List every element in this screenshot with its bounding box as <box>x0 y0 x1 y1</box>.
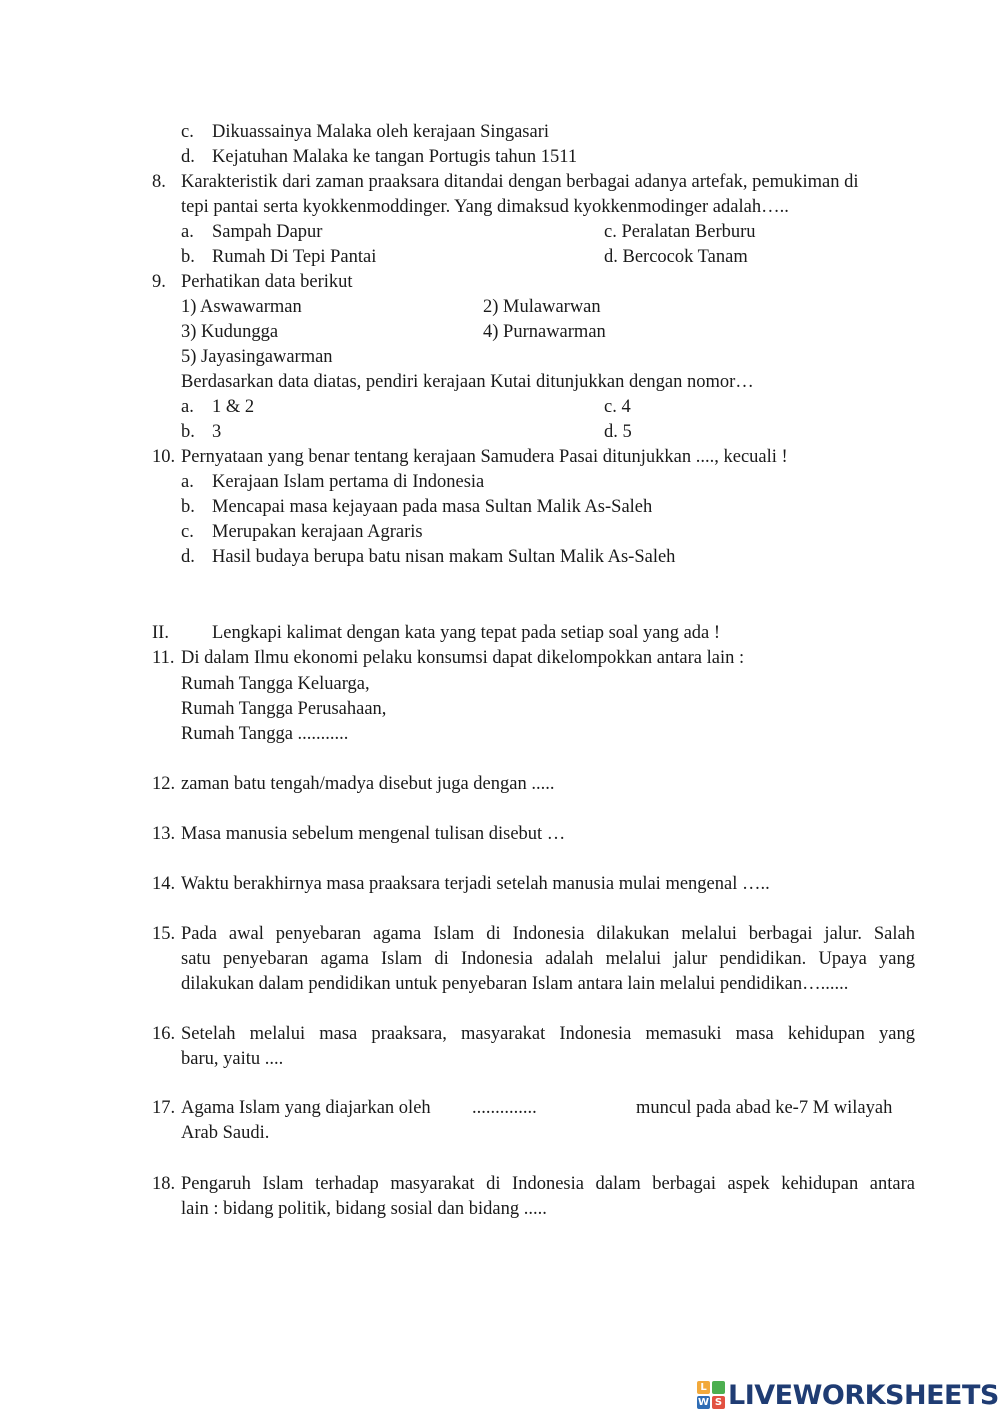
q8-question-line2: tepi pantai serta kyokkenmoddinger. Yang dimaksud kyokkenmodinger adalah….. <box>181 197 789 217</box>
q11-number: 11. <box>152 648 175 668</box>
q17-number: 17. <box>152 1098 176 1118</box>
logo-letter-s: S <box>712 1396 725 1409</box>
q10-option-a-letter: a. <box>181 472 194 492</box>
q10-option-c: Merupakan kerajaan Agraris <box>212 522 423 542</box>
q7-option-c-letter: c. <box>181 122 194 142</box>
q7-option-d: Kejatuhan Malaka ke tangan Portugis tahun 1511 <box>212 147 578 167</box>
q9-data-item-2: 2) Mulawarwan <box>483 297 601 317</box>
q11-question: Di dalam Ilmu ekonomi pelaku konsumsi dapat dikelompokkan antara lain : <box>181 648 745 668</box>
q9-question: Berdasarkan data diatas, pendiri kerajaan Kutai ditunjukkan dengan nomor… <box>181 372 754 392</box>
q13-number: 13. <box>152 824 176 844</box>
q18-line-1: Pengaruh Islam terhadap masyarakat di Indonesia dalam berbagai aspek kehidupan antara <box>181 1174 915 1194</box>
q8-option-c: c. Peralatan Berburu <box>604 222 756 242</box>
q15-line-3[interactable]: dilakukan dalam pendidikan untuk penyebaran Islam antara lain melalui pendidikan…...... <box>181 974 849 994</box>
q17-line-2: Arab Saudi. <box>181 1123 270 1143</box>
q10-option-b: Mencapai masa kejayaan pada masa Sultan Malik As-Saleh <box>212 497 653 517</box>
q11-line-2: Rumah Tangga Perusahaan, <box>181 699 387 719</box>
q9-option-b: 3 <box>212 422 222 442</box>
q9-data-item-4: 4) Purnawarman <box>483 322 606 342</box>
q17-text-part-2: muncul pada abad ke-7 M wilayah <box>636 1098 893 1118</box>
brand-name: LIVEWORKSHEETS <box>728 1379 999 1411</box>
q14-question[interactable]: Waktu berakhirnya masa praaksara terjadi setelah manusia mulai mengenal ….. <box>181 874 770 894</box>
q9-option-d: d. 5 <box>604 422 632 442</box>
q9-data-item-1: 1) Aswawarman <box>181 297 302 317</box>
q16-line-2[interactable]: baru, yaitu .... <box>181 1049 284 1069</box>
q8-number: 8. <box>152 172 166 192</box>
q16-number: 16. <box>152 1024 176 1044</box>
q10-question: Pernyataan yang benar tentang kerajaan Samudera Pasai ditunjukkan ...., kecuali ! <box>181 447 788 467</box>
q9-intro: Perhatikan data berikut <box>181 272 353 292</box>
q10-option-b-letter: b. <box>181 497 195 517</box>
q12-question[interactable]: zaman batu tengah/madya disebut juga dengan ..... <box>181 774 555 794</box>
q13-question[interactable]: Masa manusia sebelum mengenal tulisan disebut … <box>181 824 566 844</box>
q9-option-b-letter: b. <box>181 422 195 442</box>
q11-line-1: Rumah Tangga Keluarga, <box>181 674 370 694</box>
q9-number: 9. <box>152 272 166 292</box>
q8-option-b: Rumah Di Tepi Pantai <box>212 247 377 267</box>
q8-question-line1: Karakteristik dari zaman praaksara ditandai dengan berbagai adanya artefak, pemukiman di <box>181 172 859 192</box>
logo-letter-w: W <box>697 1397 710 1408</box>
q10-option-c-letter: c. <box>181 522 194 542</box>
q9-option-a: 1 & 2 <box>212 397 255 417</box>
q9-option-c: c. 4 <box>604 397 631 417</box>
q7-option-c: Dikuassainya Malaka oleh kerajaan Singasari <box>212 122 549 142</box>
q15-number: 15. <box>152 924 176 944</box>
q9-option-a-letter: a. <box>181 397 194 417</box>
logo-block <box>712 1381 725 1394</box>
q15-line-2: satu penyebaran agama Islam di Indonesia adalah melalui jalur pendidikan. Upaya yang <box>181 949 915 969</box>
q18-line-2[interactable]: lain : bidang politik, bidang sosial dan bidang ..... <box>181 1199 547 1219</box>
liveworksheets-brand[interactable] <box>697 1378 999 1412</box>
q10-option-a: Kerajaan Islam pertama di Indonesia <box>212 472 485 492</box>
q8-option-d: d. Bercocok Tanam <box>604 247 748 267</box>
q11-line-3[interactable]: Rumah Tangga ........... <box>181 724 349 744</box>
q17-answer-blank[interactable]: .............. <box>472 1098 537 1118</box>
q15-line-1: Pada awal penyebaran agama Islam di Indonesia dilakukan melalui berbagai jalur. Salah <box>181 924 915 944</box>
liveworksheets-logo-icon <box>697 1381 725 1409</box>
q8-option-b-letter: b. <box>181 247 195 267</box>
section-2-title: Lengkapi kalimat dengan kata yang tepat pada setiap soal yang ada ! <box>212 623 721 643</box>
q10-option-d: Hasil budaya berupa batu nisan makam Sultan Malik As-Saleh <box>212 547 676 567</box>
q10-number: 10. <box>152 447 176 467</box>
q17-text-part-1: Agama Islam yang diajarkan oleh <box>181 1098 431 1118</box>
section-2-number: II. <box>152 623 169 643</box>
logo-letter-l: L <box>697 1381 710 1394</box>
q10-option-d-letter: d. <box>181 547 195 567</box>
q16-line-1: Setelah melalui masa praaksara, masyarakat Indonesia memasuki masa kehidupan yang <box>181 1024 915 1044</box>
q12-number: 12. <box>152 774 176 794</box>
q9-data-item-3: 3) Kudungga <box>181 322 279 342</box>
q7-option-d-letter: d. <box>181 147 195 167</box>
q8-option-a-letter: a. <box>181 222 194 242</box>
q18-number: 18. <box>152 1174 176 1194</box>
q9-data-item-5: 5) Jayasingawarman <box>181 347 333 367</box>
q8-option-a: Sampah Dapur <box>212 222 323 242</box>
q14-number: 14. <box>152 874 176 894</box>
